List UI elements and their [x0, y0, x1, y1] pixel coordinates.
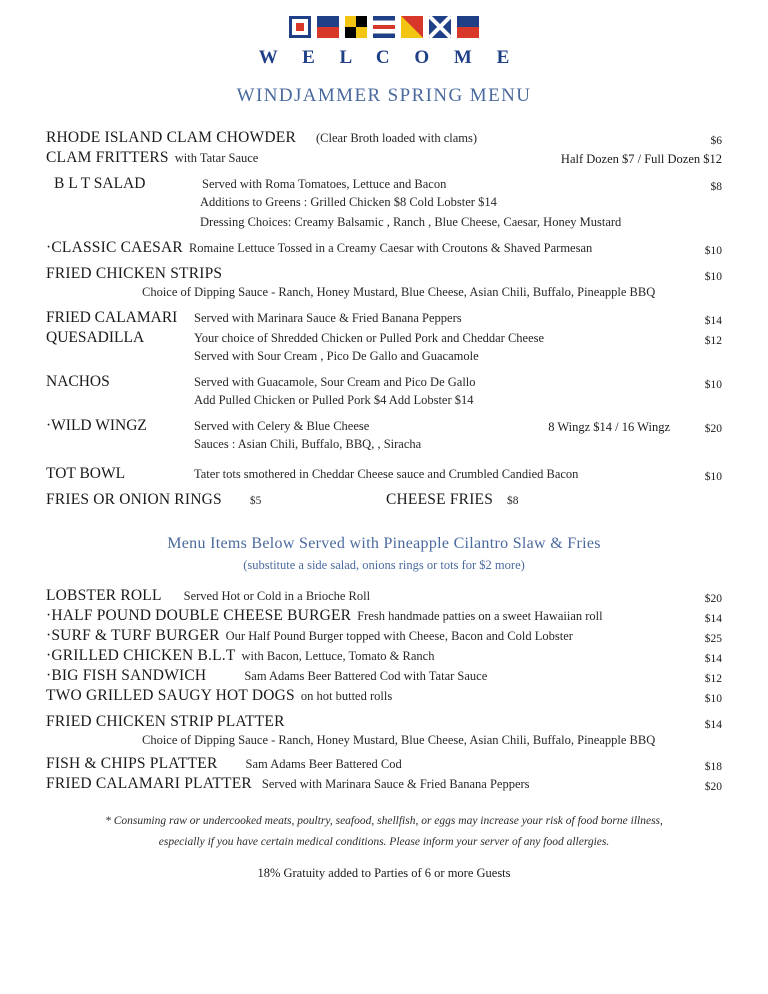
- menu-item-fried-calamari: [46, 309, 722, 327]
- menu-item-calamari-platter: [46, 775, 722, 793]
- menu-item-surf-turf-burger: [46, 627, 722, 645]
- item-description: on hot butted rolls: [300, 689, 393, 703]
- welcome-word: W E L C O M E: [258, 47, 520, 68]
- page-title: WINDJAMMER SPRING MENU: [236, 85, 532, 106]
- item-name: RHODE ISLAND CLAM CHOWDER: [46, 129, 296, 146]
- menu-item-fries-row: [46, 491, 722, 509]
- menu-item-chicken-strip-platter: [46, 713, 722, 731]
- gratuity-note: 18% Gratuity added to Parties of 6 or more Guests: [257, 865, 511, 880]
- menu-item-clam-fritters: [46, 149, 722, 167]
- item-price: $8: [710, 181, 722, 193]
- item-price: $12: [704, 673, 722, 685]
- menu-item-classic-caesar: [46, 239, 722, 257]
- menu-item-blt-salad: [46, 175, 722, 193]
- item-name: TOT BOWL: [46, 465, 126, 482]
- nachos-addons: Add Pulled Chicken or Pulled Pork $4 Add Lobster $14: [194, 393, 474, 407]
- menu-item-saugy-hot-dogs: [46, 687, 722, 705]
- chicken-strips-sauces: Choice of Dipping Sauce - Ranch, Honey Mustard, Blue Cheese, Asian Chili, Buffalo, Pineapple BBQ: [142, 285, 656, 299]
- item-price: $10: [704, 471, 722, 483]
- item-description: Romaine Lettuce Tossed in a Creamy Caesar with Croutons & Shaved Parmesan: [188, 241, 593, 255]
- item-price: $25: [704, 633, 722, 645]
- section-banner-subtitle: (substitute a side salad, onions rings or tots for $2 more): [243, 558, 525, 572]
- item-name: ·GRILLED CHICKEN B.L.T: [46, 647, 236, 664]
- item-price: $12: [704, 335, 722, 347]
- blt-salad-additions: Additions to Greens : Grilled Chicken $8 Cold Lobster $14: [200, 195, 497, 209]
- item-name: FRIED CHICKEN STRIP PLATTER: [46, 713, 285, 730]
- item-description: (Clear Broth loaded with clams): [315, 131, 478, 145]
- section-banner-title: Menu Items Below Served with Pineapple Cilantro Slaw & Fries: [167, 535, 601, 552]
- item-name: TWO GRILLED SAUGY HOT DOGS: [46, 687, 295, 704]
- menu-item-grilled-chicken-blt: [46, 647, 722, 665]
- menu-item-nachos: [46, 373, 722, 391]
- disclaimer-line-1: * Consuming raw or undercooked meats, poultry, seafood, shellfish, or eggs may increase your risk of food borne illness,: [105, 815, 663, 827]
- item-name: B L T SALAD: [54, 175, 146, 192]
- item-description: Served with Guacamole, Sour Cream and Pico De Gallo: [194, 375, 476, 389]
- item-price: $14: [704, 315, 722, 327]
- menu-body: [46, 129, 722, 793]
- item-price: $10: [704, 693, 722, 705]
- item-price: $20: [704, 423, 722, 435]
- disclaimer-line-2: especially if you have certain medical conditions. Please inform your server of any food allergies.: [158, 836, 610, 849]
- item-description: Your choice of Shredded Chicken or Pulled Pork and Cheddar Cheese: [194, 331, 545, 345]
- item-name: FRIED CHICKEN STRIPS: [46, 265, 223, 282]
- item-name: CLAM FRITTERS: [46, 149, 169, 166]
- item-name: LOBSTER ROLL: [46, 587, 162, 604]
- item-name: FISH & CHIPS PLATTER: [46, 755, 218, 772]
- item-description: Served with Celery & Blue Cheese: [194, 419, 370, 433]
- item-name: QUESADILLA: [46, 329, 145, 346]
- item-name: FRIES OR ONION RINGS: [46, 491, 222, 508]
- menu-item-quesadilla: [46, 329, 722, 347]
- item-price-tiers: 8 Wingz $14 / 16 Wingz: [548, 420, 670, 434]
- item-price: $5: [249, 495, 262, 507]
- menu-item-fries: [46, 491, 386, 509]
- signal-flag-oscar-icon: [401, 16, 423, 38]
- menu-item-double-cheese-burger: [46, 607, 722, 625]
- quesadilla-sides: Served with Sour Cream , Pico De Gallo and Guacamole: [194, 349, 479, 363]
- menu-item-tot-bowl: [46, 465, 722, 483]
- item-price: Half Dozen $7 / Full Dozen $12: [560, 152, 722, 166]
- item-name: FRIED CALAMARI PLATTER: [46, 775, 252, 792]
- item-price: $14: [704, 719, 722, 731]
- item-description: Served with Marinara Sauce & Fried Banana Peppers: [194, 311, 462, 325]
- item-description: Served with Marinara Sauce & Fried Banana Peppers: [261, 777, 530, 791]
- item-name: ·CLASSIC CAESAR: [46, 239, 183, 256]
- entree-list: [46, 587, 722, 705]
- item-description: Our Half Pound Burger topped with Cheese, Bacon and Cold Lobster: [225, 629, 573, 643]
- item-name: CHEESE FRIES: [386, 491, 494, 508]
- item-price: $20: [704, 781, 722, 793]
- chicken-strip-platter-sauces: Choice of Dipping Sauce - Ranch, Honey Mustard, Blue Cheese, Asian Chili, Buffalo, Pineapple BBQ: [142, 733, 656, 747]
- menu-item-big-fish-sandwich: [46, 667, 722, 685]
- item-price: $10: [704, 379, 722, 391]
- wingz-sauces: Sauces : Asian Chili, Buffalo, BBQ, , Siracha: [194, 437, 422, 451]
- menu-item-wild-wingz: [46, 417, 722, 435]
- item-price: $8: [507, 495, 519, 507]
- item-name: ·HALF POUND DOUBLE CHEESE BURGER: [46, 607, 352, 624]
- menu-item-lobster-roll: [46, 587, 722, 605]
- menu-footer: [46, 811, 722, 881]
- menu-header: [0, 0, 768, 107]
- item-name: ·BIG FISH SANDWICH: [46, 667, 207, 684]
- signal-flag-charlie-icon: [373, 16, 395, 38]
- signal-flag-echo-2-icon: [457, 16, 479, 38]
- item-name: FRIED CALAMARI: [46, 309, 178, 326]
- item-price: $20: [704, 593, 722, 605]
- item-name: ·WILD WINGZ: [46, 417, 147, 434]
- signal-flag-mike-icon: [429, 16, 451, 38]
- item-description: Fresh handmade patties on a sweet Hawaiian roll: [357, 609, 603, 623]
- signal-flag-echo-icon: [317, 16, 339, 38]
- item-description: Tater tots smothered in Cheddar Cheese sauce and Crumbled Candied Bacon: [194, 467, 579, 481]
- item-price: $14: [704, 613, 722, 625]
- item-description: Served with Roma Tomatoes, Lettuce and Bacon: [202, 177, 447, 191]
- item-description: with Bacon, Lettuce, Tomato & Ranch: [241, 649, 435, 663]
- item-description: Sam Adams Beer Battered Cod: [245, 757, 402, 771]
- signal-flag-whiskey-icon: [289, 16, 311, 38]
- item-description: with Tatar Sauce: [174, 151, 259, 165]
- item-price: $18: [704, 761, 722, 773]
- item-price: $14: [704, 653, 722, 665]
- item-name: ·SURF & TURF BURGER: [46, 627, 220, 644]
- menu-item-chowder: [46, 129, 722, 147]
- menu-item-fish-chips-platter: [46, 755, 722, 773]
- item-description: Sam Adams Beer Battered Cod with Tatar Sauce: [244, 669, 488, 683]
- item-price: $6: [710, 135, 722, 147]
- section-banner: [46, 535, 722, 573]
- item-name: NACHOS: [46, 373, 110, 390]
- item-price: $10: [704, 271, 722, 283]
- menu-item-cheese-fries: [386, 491, 722, 509]
- item-description: Served Hot or Cold in a Brioche Roll: [183, 589, 371, 603]
- blt-salad-dressings: Dressing Choices: Creamy Balsamic , Ranch , Blue Cheese, Caesar, Honey Mustard: [200, 215, 622, 229]
- menu-item-fried-chicken-strips: [46, 265, 722, 283]
- signal-flag-lima-icon: [345, 16, 367, 38]
- signal-flag-row: [0, 16, 768, 38]
- item-price: $10: [704, 245, 722, 257]
